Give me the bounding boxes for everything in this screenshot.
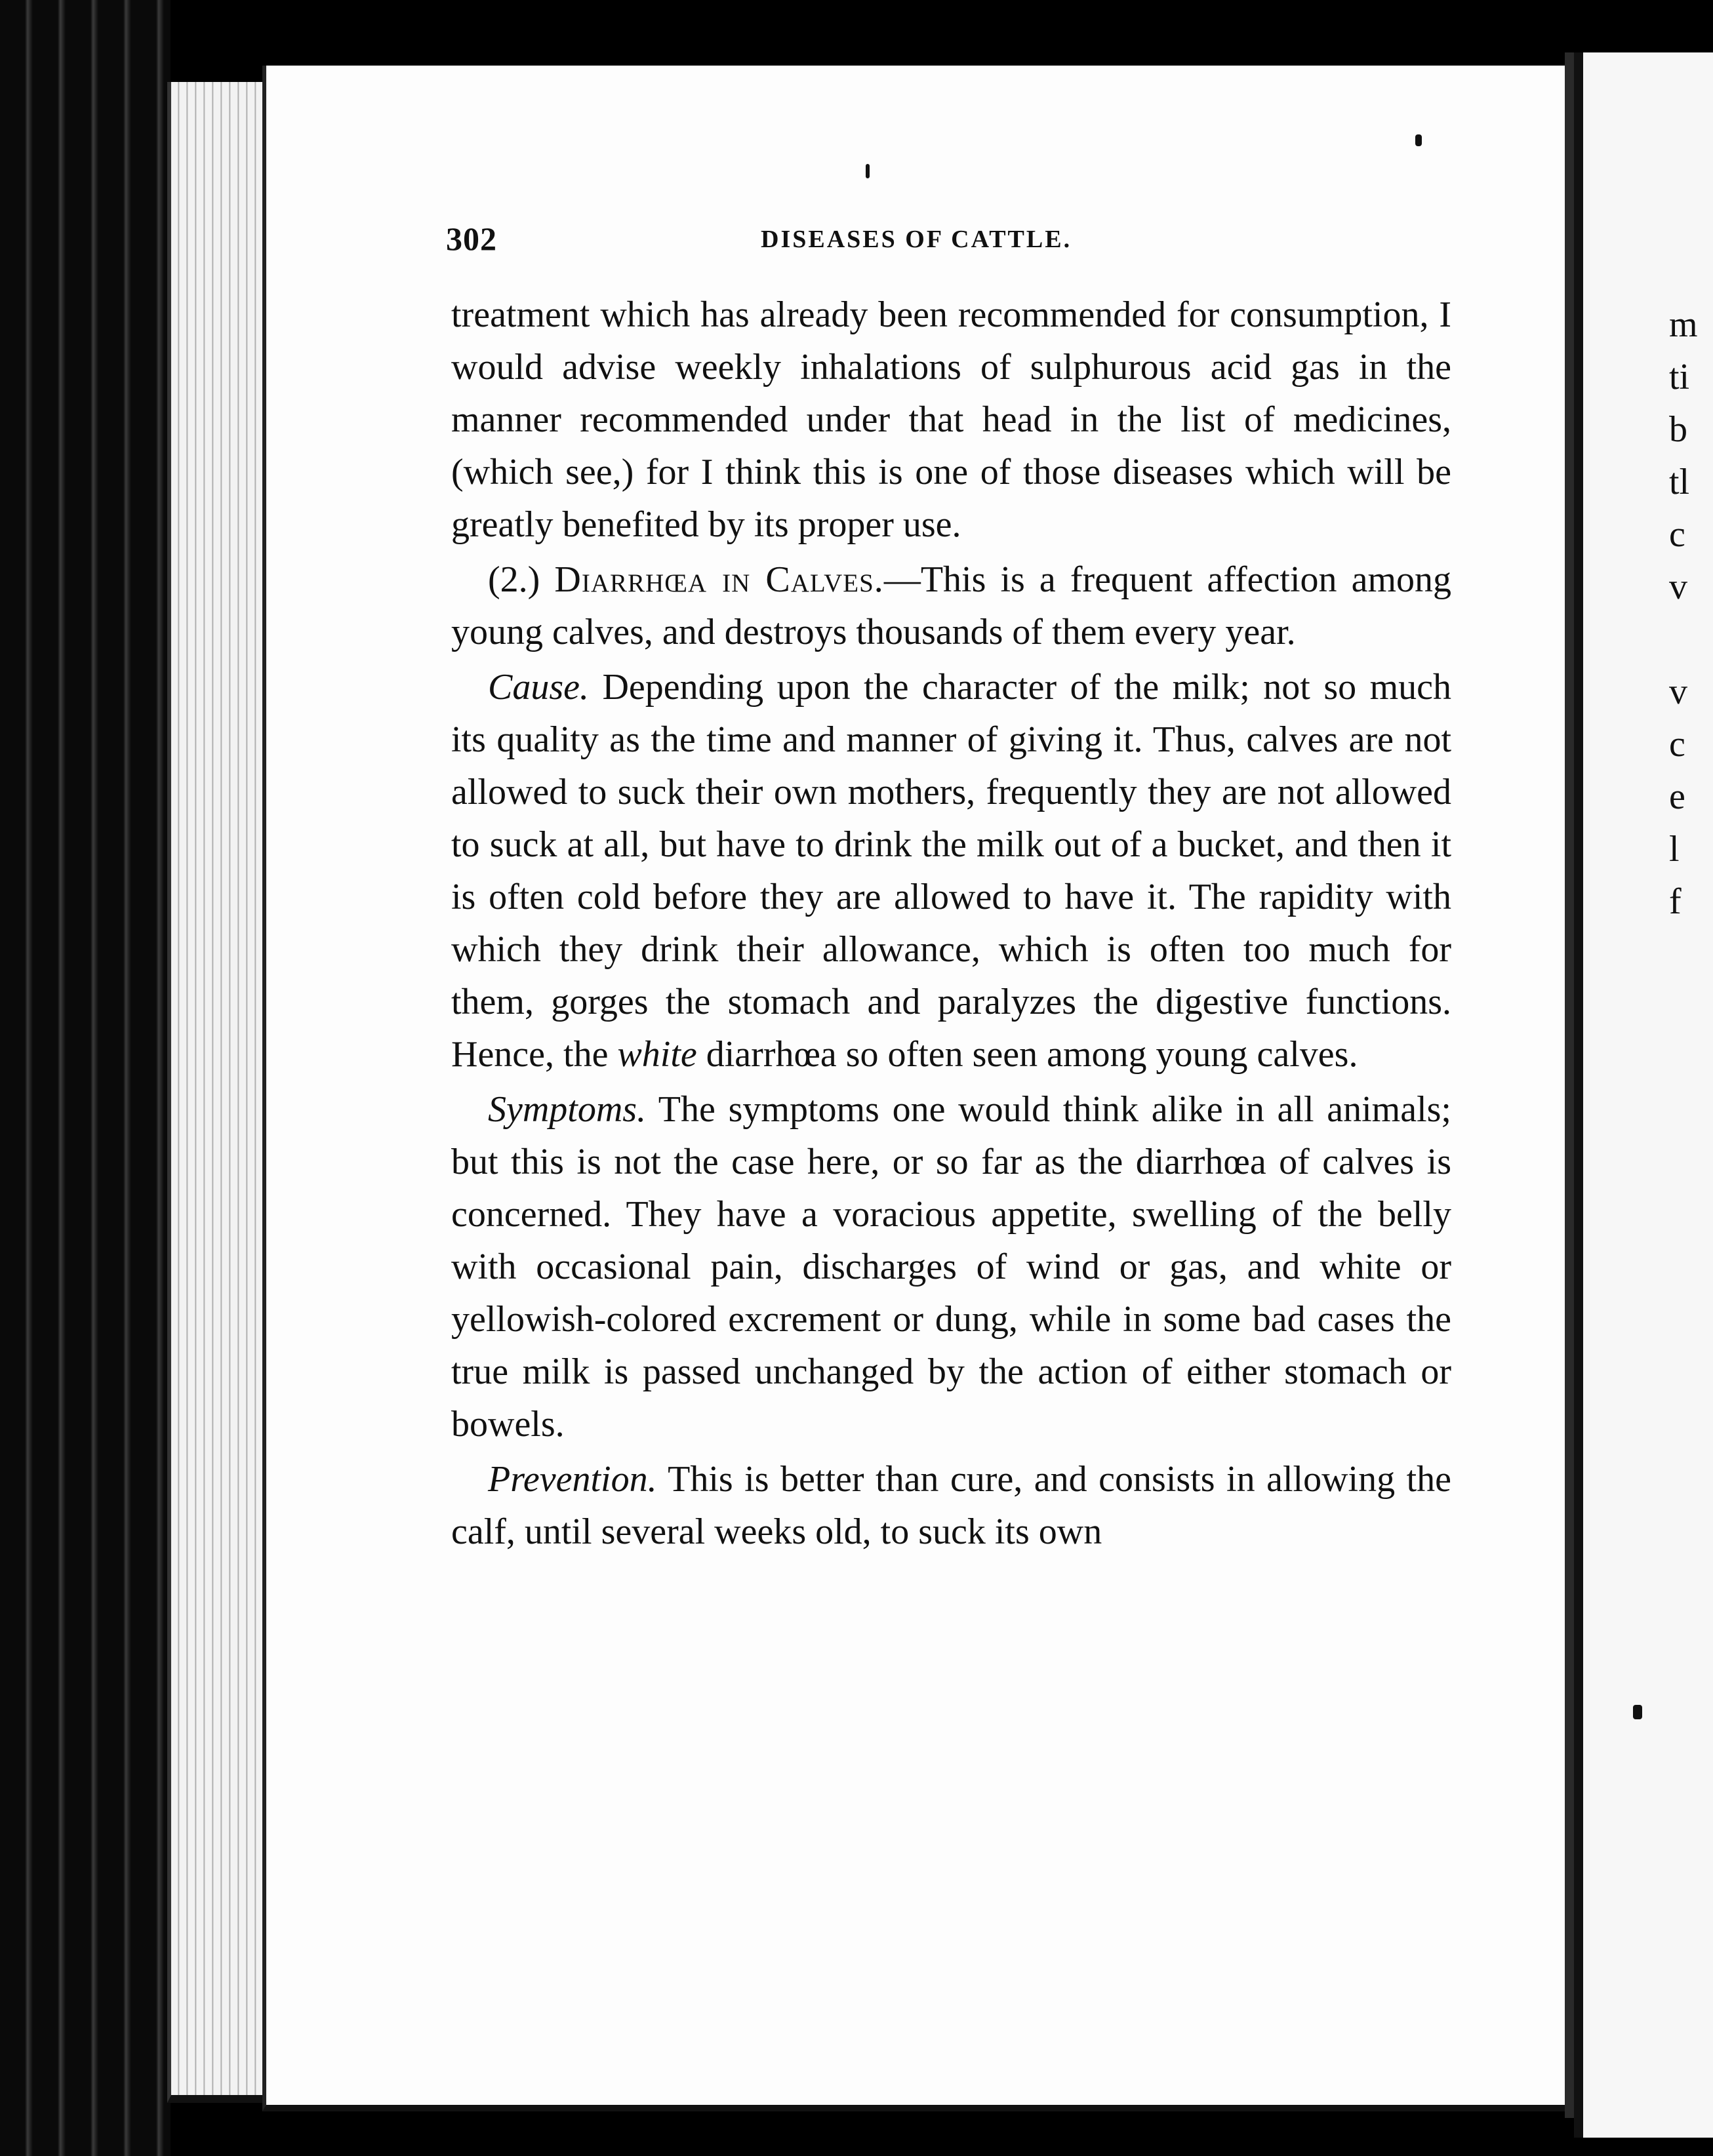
ink-speck xyxy=(1415,134,1422,146)
paragraph-text: —This is a frequent affection among young calves, and destroys thousands of them every year. xyxy=(451,559,1452,652)
facing-fragment: tl xyxy=(1669,462,1690,502)
facing-fragment: c xyxy=(1669,724,1685,765)
running-title: DISEASES OF CATTLE. xyxy=(761,226,1072,253)
paragraph-text: This is better than cure, and consists in allowing the calf, until several weeks old, to suck its own xyxy=(451,1459,1451,1552)
facing-fragment: v xyxy=(1669,567,1687,607)
paragraph-text: diarrhœa so often seen among young calves. xyxy=(696,1034,1358,1075)
subheading-cause: Cause. xyxy=(488,667,589,708)
paragraph-text: treatment which has already been recommended for consumption, I would advise weekly inhalations of sulphurous acid gas in the manner recommended under that head in the list of medicines, (which see,) for I think this is one of those diseases which will be greatly benefited by its proper use. xyxy=(451,294,1451,545)
facing-fragment: b xyxy=(1669,409,1687,450)
paragraph-symptoms xyxy=(451,1083,1451,1450)
body-text xyxy=(451,289,1451,1558)
book-spine-edge xyxy=(0,0,171,2156)
facing-fragment: m xyxy=(1669,304,1698,345)
gutter-shadow xyxy=(1565,52,1574,2118)
paragraph-diarrhoea-heading xyxy=(451,553,1451,658)
paragraph-text: Depending upon the character of the milk; not so much its quality as the time and manner of giving it. Thus, calves are not allowed to suck their own mothers, frequently they are not allowed to suck at all, but have to drink the milk out of a bucket, and then it is often cold before they are allowed to have it. The rapidity with which they drink their allowance, which is often too much for them, gorges the stomach and paralyzes the digestive functions. Hence, the xyxy=(451,667,1451,1075)
paragraph-prevention xyxy=(451,1453,1451,1558)
emphasis-white: white xyxy=(617,1034,697,1075)
page-number: 302 xyxy=(446,220,497,257)
facing-fragment: c xyxy=(1669,514,1685,555)
facing-fragment: l xyxy=(1669,829,1680,869)
ink-speck xyxy=(1633,1705,1642,1719)
facing-page xyxy=(1574,52,1713,2138)
paragraph-text: The symptoms one would think alike in all animals; but this is not the case here, or so far as the diarrhœa of calves is concerned. They have a voracious appetite, swelling of the belly with occasional pain, discharges of wind or gas, and white or yellowish-colored excrement or dung, while in some bad cases the true milk is passed unchanged by the action of either stomach or bowels. xyxy=(451,1089,1451,1445)
facing-fragment: f xyxy=(1669,881,1682,922)
facing-fragment: ti xyxy=(1669,357,1690,397)
facing-fragment: e xyxy=(1669,776,1685,817)
section-heading: Diarrhœa in Calves. xyxy=(554,559,884,600)
section-number: (2.) xyxy=(488,559,555,600)
facing-fragment: v xyxy=(1669,671,1687,712)
subheading-symptoms: Symptoms. xyxy=(488,1089,647,1130)
subheading-prevention: Prevention. xyxy=(488,1459,657,1500)
ink-speck xyxy=(866,164,870,178)
paragraph-cause xyxy=(451,661,1451,1081)
running-head xyxy=(446,220,1456,266)
paragraph-consumption-treatment xyxy=(451,289,1451,551)
